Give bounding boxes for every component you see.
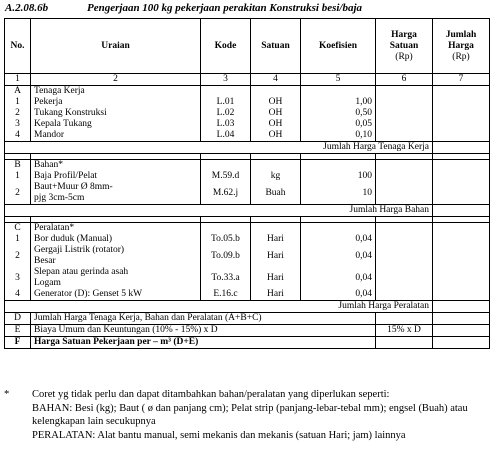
section-label: Bahan*: [31, 160, 201, 172]
table-row: [5, 234, 490, 245]
colnum-6: 6: [376, 74, 433, 86]
analysis-table: [4, 18, 490, 349]
row-kode: E.16.c: [201, 289, 251, 301]
table-row: [5, 119, 490, 130]
summary-harga: [376, 313, 433, 325]
header-no: No.: [5, 19, 31, 74]
row-kode: M.62.j: [201, 182, 251, 205]
row-no: 1: [5, 171, 31, 182]
summary-row-d: [5, 313, 490, 325]
row-satuan: Buah: [251, 182, 301, 205]
footnote-line-3: PERALATAN: Alat bantu manual, semi mekanis dan mekanis (satuan Hari; jam) lainnya: [32, 429, 406, 441]
summary-letter: D: [5, 313, 31, 325]
row-uraian-line1: Baut+Muur Ø 8mm-: [34, 182, 113, 192]
header-kode: Kode: [201, 19, 251, 74]
row-no: 1: [5, 97, 31, 108]
header-uraian: Uraian: [31, 19, 201, 74]
table-row: [5, 97, 490, 108]
footnote-star: *: [4, 389, 10, 400]
row-koef: 0,10: [301, 130, 376, 142]
section-letter: C: [5, 223, 31, 235]
row-uraian-line2: Logam: [34, 278, 61, 288]
footnote-text: [32, 388, 490, 442]
row-uraian: Mandor: [31, 130, 201, 142]
footnote-line-1: Coret yg tidak perlu dan dapat ditambahkan bahan/peralatan yang diperlukan seperti:: [32, 389, 390, 400]
row-koef: 100: [301, 171, 376, 182]
row-no: 4: [5, 130, 31, 142]
section-letter: B: [5, 160, 31, 172]
row-uraian: Kepala Tukang: [31, 119, 201, 130]
row-koef: 0,04: [301, 245, 376, 267]
row-koef: 0,04: [301, 267, 376, 289]
colnum-1: 1: [5, 74, 31, 86]
row-satuan: OH: [251, 130, 301, 142]
section-b-total-row: [5, 205, 490, 217]
row-uraian-line1: Slepan atau gerinda asah: [34, 267, 129, 277]
row-kode: L.04: [201, 130, 251, 142]
row-no: 3: [5, 119, 31, 130]
table-row: [5, 267, 490, 289]
summary-row-f: [5, 337, 490, 349]
page-title: [5, 2, 362, 14]
table-row: [5, 182, 490, 205]
row-no: 2: [5, 182, 31, 205]
colnum-2: 2: [31, 74, 201, 86]
row-uraian-line2: pjg 3cm-5cm: [34, 193, 85, 203]
header-satuan: Satuan: [251, 19, 301, 74]
header-jumlah-harga-label: Jumlah Harga: [445, 29, 477, 51]
section-label: Peralatan*: [31, 223, 201, 235]
row-koef: 10: [301, 182, 376, 205]
colnum-7: 7: [433, 74, 490, 86]
row-kode: L.01: [201, 97, 251, 108]
summary-harga: 15% x D: [376, 325, 433, 337]
row-no: 2: [5, 245, 31, 267]
table-row: [5, 108, 490, 119]
row-no: 3: [5, 267, 31, 289]
row-koef: 0,04: [301, 234, 376, 245]
row-kode: L.02: [201, 108, 251, 119]
title-text: Pengerjaan 100 kg pekerjaan perakitan Konstruksi besi/baja: [87, 2, 363, 14]
row-uraian: [31, 267, 201, 289]
row-satuan: Hari: [251, 245, 301, 267]
section-c-total-label: Jumlah Harga Peralatan: [5, 301, 433, 313]
section-label: Tenaga Kerja: [31, 86, 201, 98]
header-row: [5, 19, 490, 74]
row-no: 4: [5, 289, 31, 301]
row-koef: 1,00: [301, 97, 376, 108]
row-no: 2: [5, 108, 31, 119]
row-kode: To.09.b: [201, 245, 251, 267]
row-satuan: Hari: [251, 267, 301, 289]
colnum-4: 4: [251, 74, 301, 86]
section-a-header: [5, 86, 490, 98]
row-satuan: Hari: [251, 289, 301, 301]
summary-row-e: [5, 325, 490, 337]
header-koefisien: Koefisien: [301, 19, 376, 74]
row-kode: M.59.d: [201, 171, 251, 182]
table-row: [5, 289, 490, 301]
section-c-header: [5, 223, 490, 235]
header-harga-satuan: [376, 19, 433, 74]
summary-harga: [376, 337, 433, 349]
table-row: [5, 130, 490, 142]
row-uraian: Generator (D): Genset 5 kW: [31, 289, 201, 301]
row-kode: To.33.a: [201, 267, 251, 289]
row-koef: 0,05: [301, 119, 376, 130]
title-code: A.2.08.6b: [5, 2, 49, 14]
row-uraian: [31, 182, 201, 205]
section-b-total-label: Jumlah Harga Bahan: [5, 205, 433, 217]
row-uraian: Baja Profil/Pelat: [31, 171, 201, 182]
row-satuan: OH: [251, 97, 301, 108]
table-row: [5, 245, 490, 267]
summary-letter: E: [5, 325, 31, 337]
row-uraian-line2: Besar: [34, 256, 56, 266]
section-c-total-row: [5, 301, 490, 313]
summary-text: Jumlah Harga Tenaga Kerja, Bahan dan Peralatan (A+B+C): [31, 313, 376, 325]
table-row: [5, 171, 490, 182]
row-kode: L.03: [201, 119, 251, 130]
section-b-header: [5, 160, 490, 172]
footnote-line-2: BAHAN: Besi (kg); Baut ( ø dan panjang cm); Pelat strip (panjang-lebar-tebal mm); engsel (Buah) atau kelengkapan lain secukupnya: [32, 402, 468, 427]
row-satuan: OH: [251, 108, 301, 119]
row-uraian: [31, 245, 201, 267]
row-uraian: Pekerja: [31, 97, 201, 108]
row-uraian: Tukang Konstruksi: [31, 108, 201, 119]
row-uraian-line1: Gergaji Listrik (rotator): [34, 245, 125, 255]
header-harga-satuan-label: Harga Satuan: [389, 29, 419, 51]
section-a-total-row: [5, 142, 490, 154]
footnote: [4, 388, 490, 442]
row-koef: 0,04: [301, 289, 376, 301]
row-satuan: Hari: [251, 234, 301, 245]
row-satuan: kg: [251, 171, 301, 182]
row-satuan: OH: [251, 119, 301, 130]
section-a-total-label: Jumlah Harga Tenaga Kerja: [5, 142, 433, 154]
colnum-3: 3: [201, 74, 251, 86]
summary-text: Harga Satuan Pekerjaan per – m³ (D+E): [31, 337, 376, 349]
summary-text: Biaya Umum dan Keuntungan (10% - 15%) x D: [31, 325, 376, 337]
section-letter: A: [5, 86, 31, 98]
colnum-5: 5: [301, 74, 376, 86]
header-jumlah-harga: [433, 19, 490, 74]
header-jumlah-harga-unit: (Rp): [452, 51, 470, 62]
row-no: 1: [5, 234, 31, 245]
row-uraian: Bor duduk (Manual): [31, 234, 201, 245]
row-koef: 0,50: [301, 108, 376, 119]
row-kode: To.05.b: [201, 234, 251, 245]
column-number-row: [5, 74, 490, 86]
header-harga-satuan-unit: (Rp): [395, 51, 413, 62]
summary-letter: F: [5, 337, 31, 349]
